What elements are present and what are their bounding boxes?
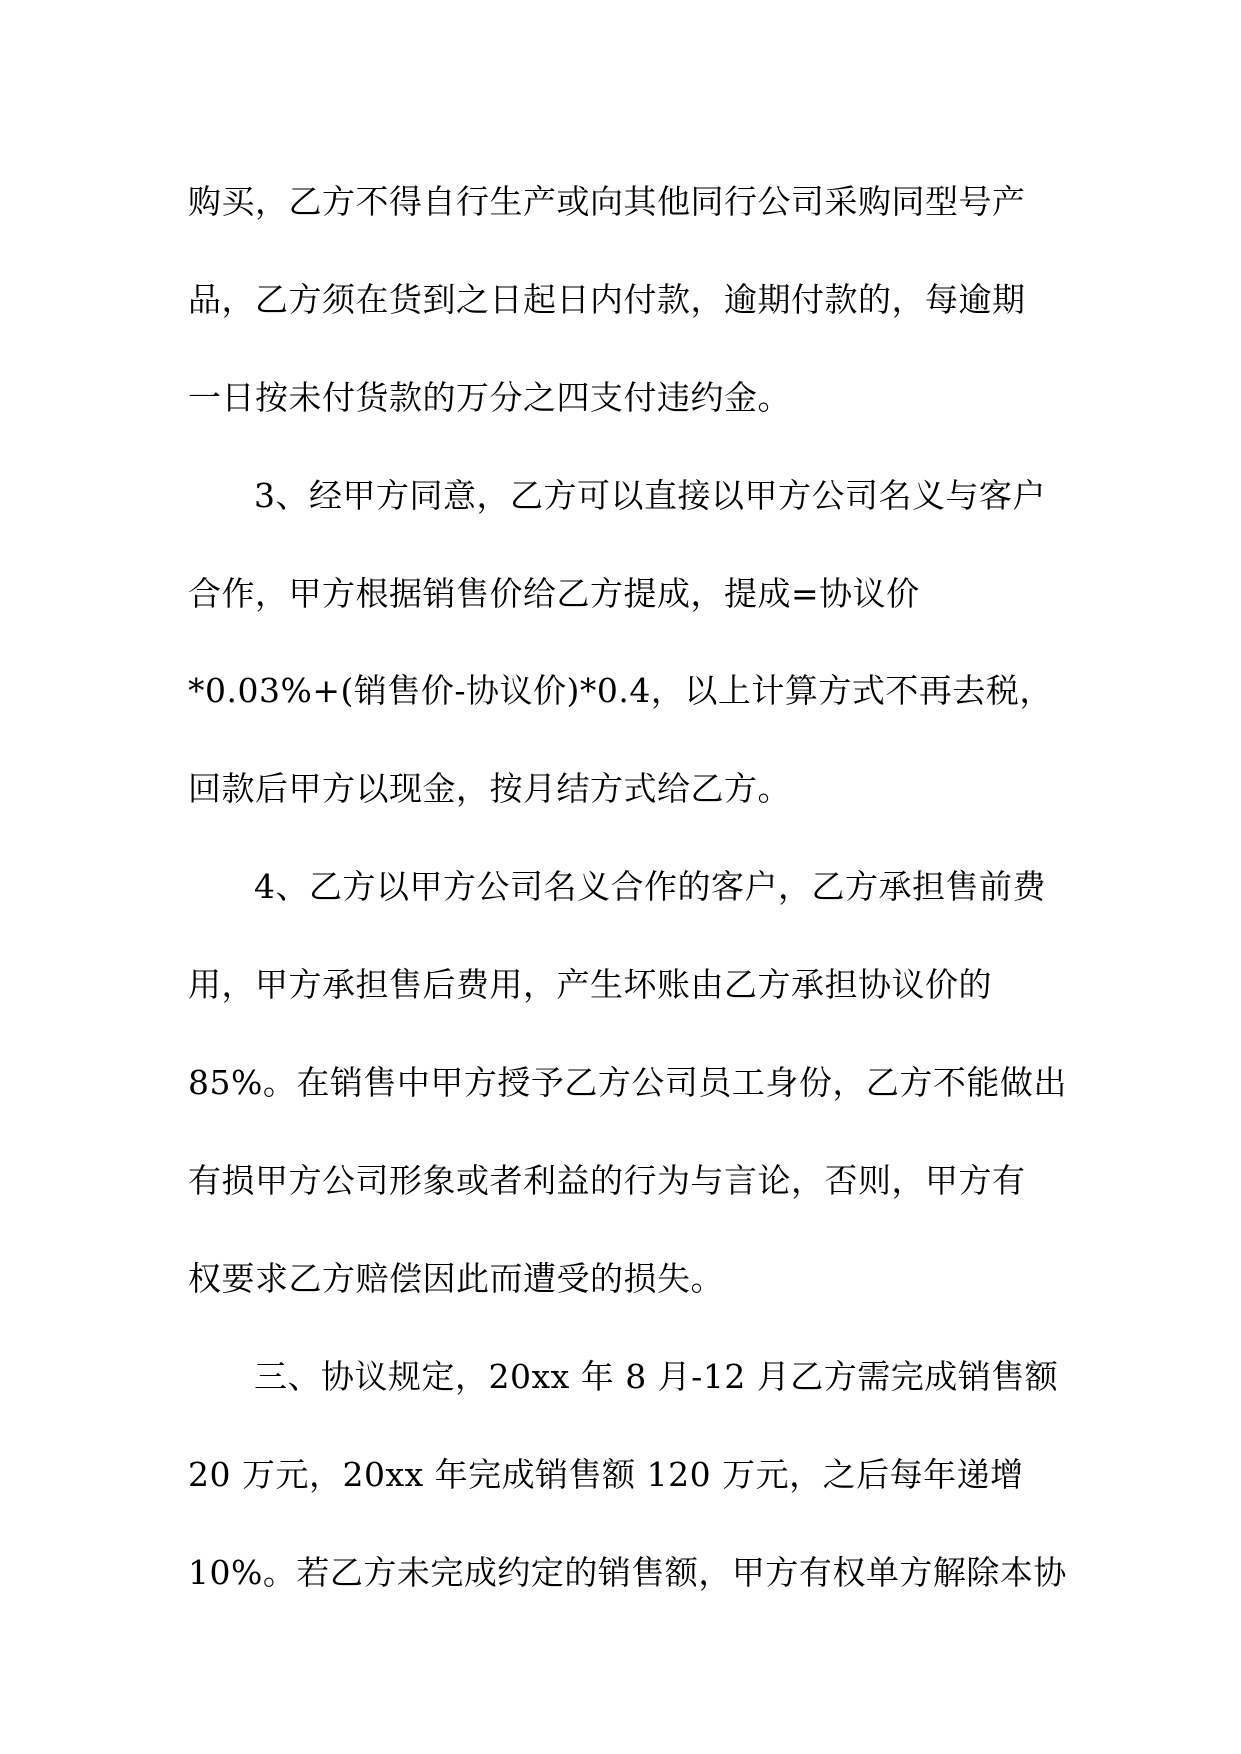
- clause-3-first-line: 3、经甲方同意，乙方可以直接以甲方公司名义与客户: [254, 476, 1046, 515]
- paragraph-line: 有损甲方公司形象或者利益的行为与言论，否则，甲方有: [188, 1161, 1026, 1200]
- paragraph-line: 20 万元，20xx 年完成销售额 120 万元，之后每年递增: [188, 1455, 1024, 1494]
- section-3-first-line: 三、协议规定，20xx 年 8 月-12 月乙方需完成销售额: [254, 1357, 1059, 1396]
- paragraph-line: 用，甲方承担售后费用，产生坏账由乙方承担协议价的: [188, 965, 992, 1004]
- paragraph-line: 回款后甲方以现金，按月结方式给乙方。: [188, 769, 791, 808]
- paragraph-line: *0.03%+(销售价-协议价)*0.4，以上计算方式不再去税，: [188, 671, 1053, 710]
- paragraph-line: 品，乙方须在货到之日起日内付款，逾期付款的，每逾期: [188, 280, 1026, 319]
- paragraph-line: 购买，乙方不得自行生产或向其他同行公司采购同型号产: [188, 182, 1026, 221]
- paragraph-line: 权要求乙方赔偿因此而遭受的损失。: [188, 1259, 724, 1298]
- paragraph-line: 合作，甲方根据销售价给乙方提成，提成=协议价: [188, 574, 920, 613]
- paragraph-line: 85%。在销售中甲方授予乙方公司员工身份，乙方不能做出: [188, 1063, 1067, 1102]
- paragraph-line: 10%。若乙方未完成约定的销售额，甲方有权单方解除本协: [188, 1553, 1067, 1592]
- clause-4-first-line: 4、乙方以甲方公司名义合作的客户，乙方承担售前费: [254, 867, 1046, 906]
- paragraph-line: 一日按未付货款的万分之四支付违约金。: [188, 378, 791, 417]
